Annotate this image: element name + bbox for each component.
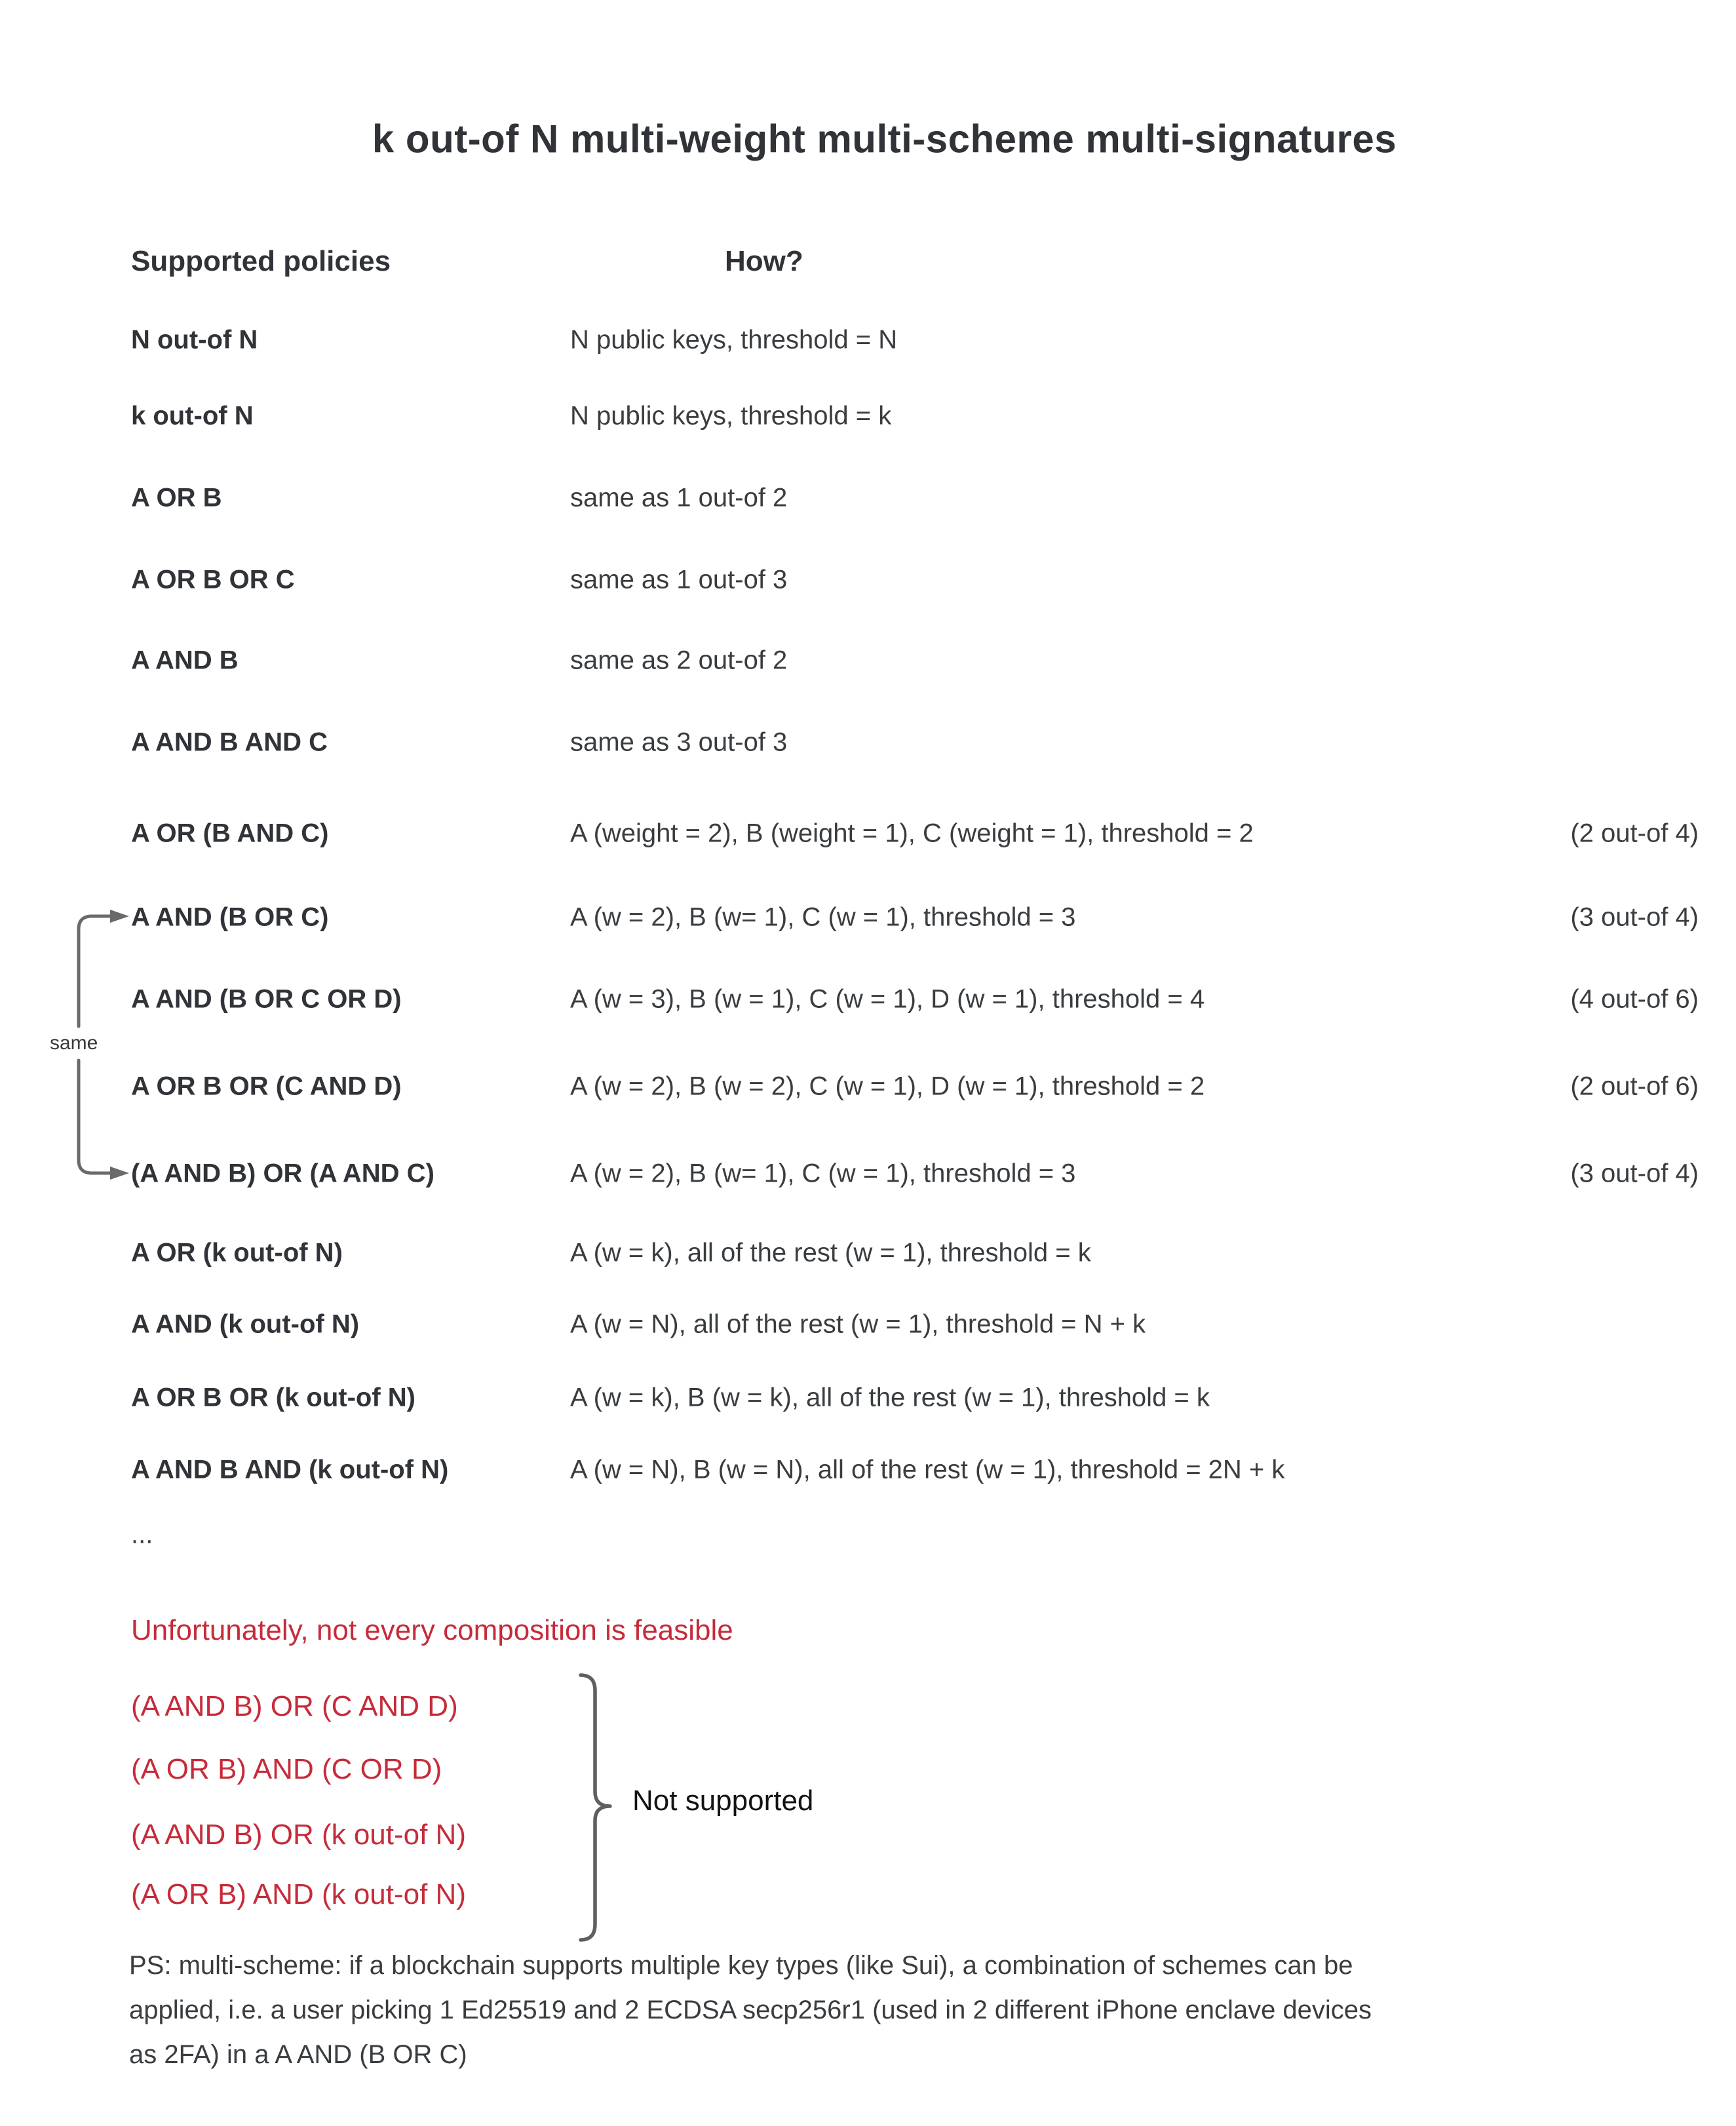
how-cell: A (w = 2), B (w= 1), C (w = 1), threshold = 3: [570, 1159, 1076, 1188]
policy-cell: A AND (k out-of N): [131, 1309, 360, 1339]
infeasible-item: (A OR B) AND (k out-of N): [131, 1878, 466, 1910]
policy-cell: N out-of N: [131, 325, 258, 355]
policy-cell: A OR B OR (C AND D): [131, 1072, 402, 1101]
ps-line: PS: multi-scheme: if a blockchain supports multiple key types (like Sui), a combination of schemes can be: [129, 1951, 1353, 1980]
infeasible-heading: Unfortunately, not every composition is feasible: [131, 1614, 733, 1646]
column-header-how: How?: [725, 245, 803, 277]
how-cell: A (w = N), B (w = N), all of the rest (w = 1), threshold = 2N + k: [570, 1455, 1285, 1484]
infeasible-item: (A AND B) OR (C AND D): [131, 1690, 458, 1722]
how-cell: A (w = N), all of the rest (w = 1), threshold = N + k: [570, 1309, 1146, 1339]
how-cell: same as 1 out-of 3: [570, 565, 788, 594]
equivalence-note: (3 out-of 4): [1570, 902, 1699, 932]
how-cell: same as 1 out-of 2: [570, 483, 788, 512]
ellipsis: ...: [131, 1520, 153, 1549]
how-cell: A (w = 2), B (w = 2), C (w = 1), D (w = 1), threshold = 2: [570, 1072, 1205, 1101]
equivalence-note: (3 out-of 4): [1570, 1159, 1699, 1188]
same-bracket-top-line: [79, 916, 110, 1026]
not-supported-label: Not supported: [632, 1785, 814, 1817]
policy-cell: A AND (B OR C): [131, 902, 329, 932]
how-cell: A (w = 2), B (w= 1), C (w = 1), threshold = 3: [570, 902, 1076, 932]
how-cell: same as 3 out-of 3: [570, 727, 788, 757]
policy-cell: A OR B: [131, 483, 222, 512]
how-cell: A (w = k), all of the rest (w = 1), threshold = k: [570, 1238, 1091, 1267]
policy-cell: A AND B AND (k out-of N): [131, 1455, 449, 1484]
equivalence-note: (2 out-of 6): [1570, 1072, 1699, 1101]
how-cell: A (w = 3), B (w = 1), C (w = 1), D (w = 1), threshold = 4: [570, 984, 1205, 1014]
how-cell: A (weight = 2), B (weight = 1), C (weight = 1), threshold = 2: [570, 819, 1254, 848]
policy-cell: A OR B OR (k out-of N): [131, 1383, 416, 1412]
arrow-right-icon: [110, 1167, 129, 1180]
policy-cell: A AND (B OR C OR D): [131, 984, 402, 1014]
how-cell: A (w = k), B (w = k), all of the rest (w = 1), threshold = k: [570, 1383, 1210, 1412]
equivalence-note: (2 out-of 4): [1570, 819, 1699, 848]
column-header-policies: Supported policies: [131, 245, 391, 277]
how-cell: same as 2 out-of 2: [570, 646, 788, 675]
arrow-right-icon: [110, 910, 129, 923]
policy-cell: (A AND B) OR (A AND C): [131, 1159, 434, 1188]
ps-line: as 2FA) in a A AND (B OR C): [129, 2040, 467, 2069]
ps-note: [129, 1943, 1372, 2077]
policy-cell: A OR (k out-of N): [131, 1238, 343, 1267]
how-cell: N public keys, threshold = N: [570, 325, 898, 355]
policy-cell: A AND B: [131, 646, 239, 675]
how-cell: N public keys, threshold = k: [570, 401, 892, 431]
page-title: k out-of N multi-weight multi-scheme multi-signatures: [372, 117, 1397, 161]
curly-brace-icon: [581, 1675, 610, 1940]
policy-cell: k out-of N: [131, 401, 254, 431]
same-label: same: [50, 1032, 98, 1054]
infeasible-item: (A AND B) OR (k out-of N): [131, 1819, 466, 1851]
policy-cell: A OR (B AND C): [131, 819, 329, 848]
same-bracket-bottom-line: [79, 1060, 110, 1173]
infeasible-item: (A OR B) AND (C OR D): [131, 1753, 442, 1785]
equivalence-note: (4 out-of 6): [1570, 984, 1699, 1014]
policy-cell: A AND B AND C: [131, 727, 328, 757]
policy-cell: A OR B OR C: [131, 565, 295, 594]
ps-line: applied, i.e. a user picking 1 Ed25519 and 2 ECDSA secp256r1 (used in 2 different iPhone enclave devices: [129, 1996, 1372, 2024]
